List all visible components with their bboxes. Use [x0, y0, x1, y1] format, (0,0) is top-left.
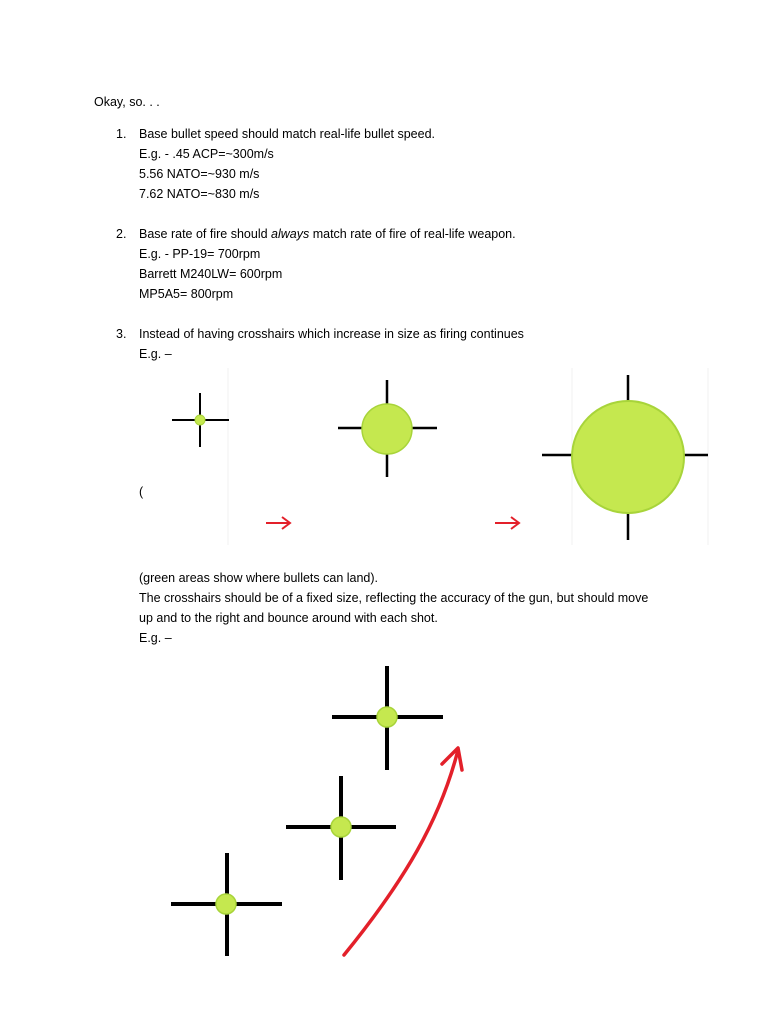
emphasis-text: always	[271, 227, 310, 241]
item-2-title: Base rate of fire should always match rate of fire of real-life weapon.	[139, 227, 516, 241]
arrow-right-icon	[266, 517, 290, 529]
item-2-number: 2.	[116, 227, 127, 241]
crosshair-icon	[332, 666, 443, 770]
crosshair-icon	[542, 375, 708, 540]
item-1-line: E.g. - .45 ACP=~300m/s	[139, 147, 274, 161]
crosshair-icon	[338, 380, 437, 477]
arrow-right-icon	[495, 517, 519, 529]
item-1-number: 1.	[116, 127, 127, 141]
item-3-after-line: The crosshairs should be of a fixed size, reflecting the accuracy of the gun, but should move	[139, 591, 649, 605]
item-3-title: Instead of having crosshairs which increase in size as firing continues	[139, 327, 524, 341]
item-3-after-line: up and to the right and bounce around with each shot.	[139, 611, 438, 625]
intro-text: Okay, so. . .	[94, 95, 160, 109]
item-3-after-line: E.g. –	[139, 631, 172, 645]
item-3-after-line: (green areas show where bullets can land).	[139, 571, 379, 585]
item-2-line: Barrett M240LW= 600rpm	[139, 267, 283, 281]
item-2-line: E.g. - PP-19= 700rpm	[139, 247, 261, 261]
item-1-title: Base bullet speed should match real-life bullet speed.	[139, 127, 436, 141]
item-2-line: MP5A5= 800rpm	[139, 287, 234, 301]
item-3-paren: (	[139, 485, 144, 499]
crosshair-icon	[172, 393, 229, 447]
item-1-line: 7.62 NATO=~830 m/s	[139, 187, 260, 201]
crosshair-icon	[171, 853, 282, 956]
item-1-line: 5.56 NATO=~930 m/s	[139, 167, 260, 181]
item-3-eg: E.g. –	[139, 347, 172, 361]
crosshair-icon	[286, 776, 396, 880]
item-3-number: 3.	[116, 327, 127, 341]
curved-arrow-icon	[344, 748, 462, 955]
